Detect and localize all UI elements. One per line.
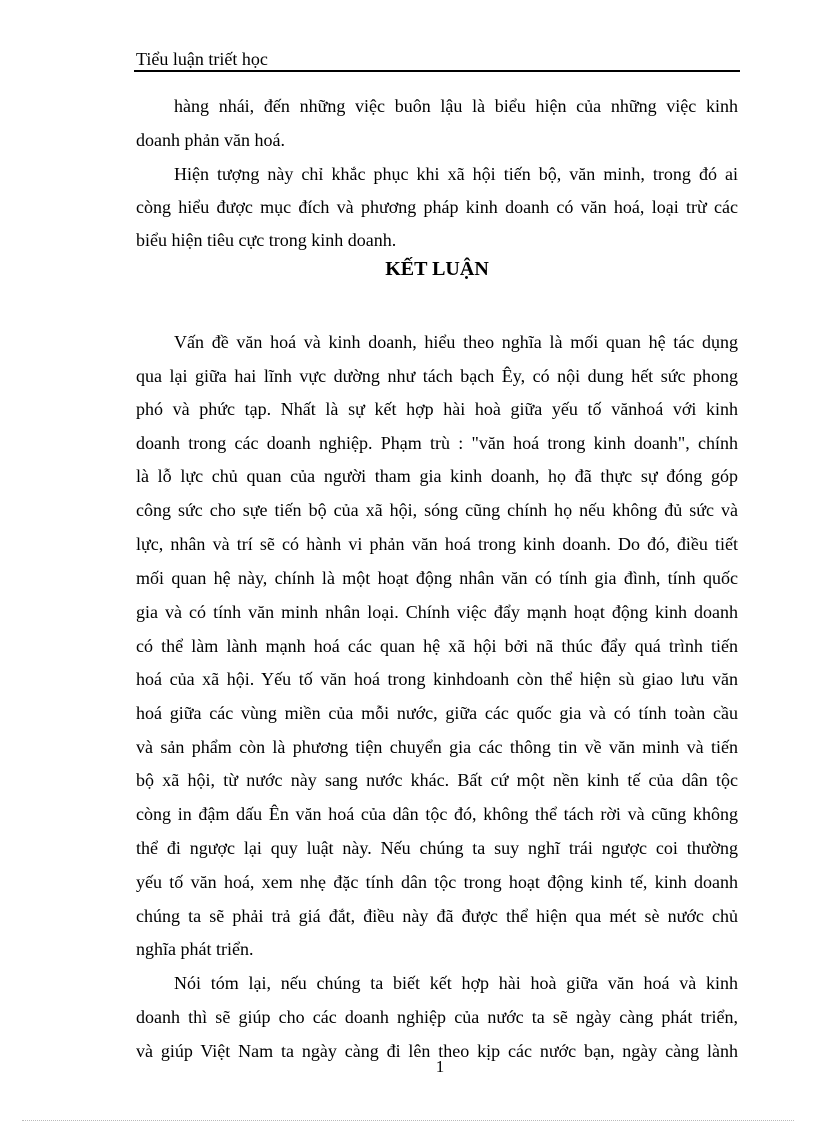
document-header-title: Tiểu luận triết học bbox=[136, 49, 268, 69]
paragraph-line: thể đi ngược lại quy luật này. Nếu chúng ta suy nghĩ trái ngược coi thường bbox=[136, 838, 738, 858]
paragraph-line: bộ xã hội, từ nước này sang nước khác. Bất cứ một nền kinh tế của dân tộc bbox=[136, 770, 738, 790]
paragraph-line: gia và có tính văn minh nhân loại. Chính việc đẩy mạnh hoạt động kinh doanh bbox=[136, 602, 738, 622]
paragraph-line: yếu tố văn hoá, xem nhẹ đặc tính dân tộc trong hoạt động kinh tế, kinh doanh bbox=[136, 872, 738, 892]
page-number: 1 bbox=[435, 1057, 445, 1076]
paragraph-line: có thể làm lành mạnh hoá các quan hệ xã hội bởi nã thúc đẩy quá trình tiến bbox=[136, 636, 738, 656]
paragraph-line: doanh trong các doanh nghiệp. Phạm trù : "văn hoá trong kinh doanh", chính bbox=[136, 433, 738, 453]
paragraph-line: Vấn đề văn hoá và kinh doanh, hiểu theo nghĩa là mối quan hệ tác dụng bbox=[174, 332, 738, 352]
paragraph-line: còng in đậm dấu Ên văn hoá của dân tộc đó, không thể tách rời và cũng không bbox=[136, 804, 738, 824]
section-heading: KẾT LUẬN bbox=[385, 258, 489, 280]
paragraph-line: hoá của xã hội. Yếu tố văn hoá trong kinhdoanh còn thể hiện sù giao lưu văn bbox=[136, 669, 738, 689]
paragraph-line: Nói tóm lại, nếu chúng ta biết kết hợp hài hoà giữa văn hoá và kinh bbox=[174, 973, 738, 993]
paragraph-line: và sản phẩm còn là phương tiện chuyển gia các thông tin về văn minh và tiến bbox=[136, 737, 738, 757]
paragraph-line: phó và phức tạp. Nhất là sự kết hợp hài hoà giữa yếu tố vănhoá với kinh bbox=[136, 399, 738, 419]
paragraph-line: là lỗ lực chủ quan của người tham gia kinh doanh, họ đã thực sự đóng góp bbox=[136, 466, 738, 486]
paragraph-line: qua lại giữa hai lĩnh vực dường như tách bạch Êy, có nội dung hết sức phong bbox=[136, 366, 738, 386]
page-bottom-edge bbox=[22, 1120, 794, 1121]
paragraph-line: công sức cho sựe tiến bộ của xã hội, sóng cũng chính họ nếu không đủ sức và bbox=[136, 500, 738, 520]
paragraph-line: lực, nhân và trí sẽ có hành vi phản văn hoá trong kinh doanh. Do đó, điều tiết bbox=[136, 534, 738, 554]
header-divider bbox=[134, 70, 740, 72]
paragraph-line: chúng ta sẽ phải trả giá đắt, điều này đã được thể hiện qua mét sè nước chủ bbox=[136, 906, 738, 926]
paragraph-line: và giúp Việt Nam ta ngày càng đi lên theo kịp các nước bạn, ngày càng lành bbox=[136, 1041, 738, 1061]
paragraph-line: doanh phản văn hoá. bbox=[136, 130, 285, 150]
paragraph-line: hàng nhái, đến những việc buôn lậu là biểu hiện của những việc kinh bbox=[174, 96, 738, 116]
paragraph-line: biểu hiện tiêu cực trong kinh doanh. bbox=[136, 230, 397, 250]
paragraph-line: mối quan hệ này, chính là một hoạt động nhân văn có tính gia đình, tính quốc bbox=[136, 568, 738, 588]
paragraph-line: còng hiểu được mục đích và phương pháp kinh doanh có văn hoá, loại trừ các bbox=[136, 197, 738, 217]
paragraph-line: Hiện tượng này chỉ khắc phục khi xã hội tiến bộ, văn minh, trong đó ai bbox=[174, 164, 738, 184]
paragraph-line: hoá giữa các vùng miền của mỗi nước, giữa các quốc gia và có tính toàn cầu bbox=[136, 703, 738, 723]
paragraph-line: doanh thì sẽ giúp cho các doanh nghiệp của nước ta sẽ ngày càng phát triển, bbox=[136, 1007, 738, 1027]
paragraph-line: nghĩa phát triển. bbox=[136, 939, 254, 959]
